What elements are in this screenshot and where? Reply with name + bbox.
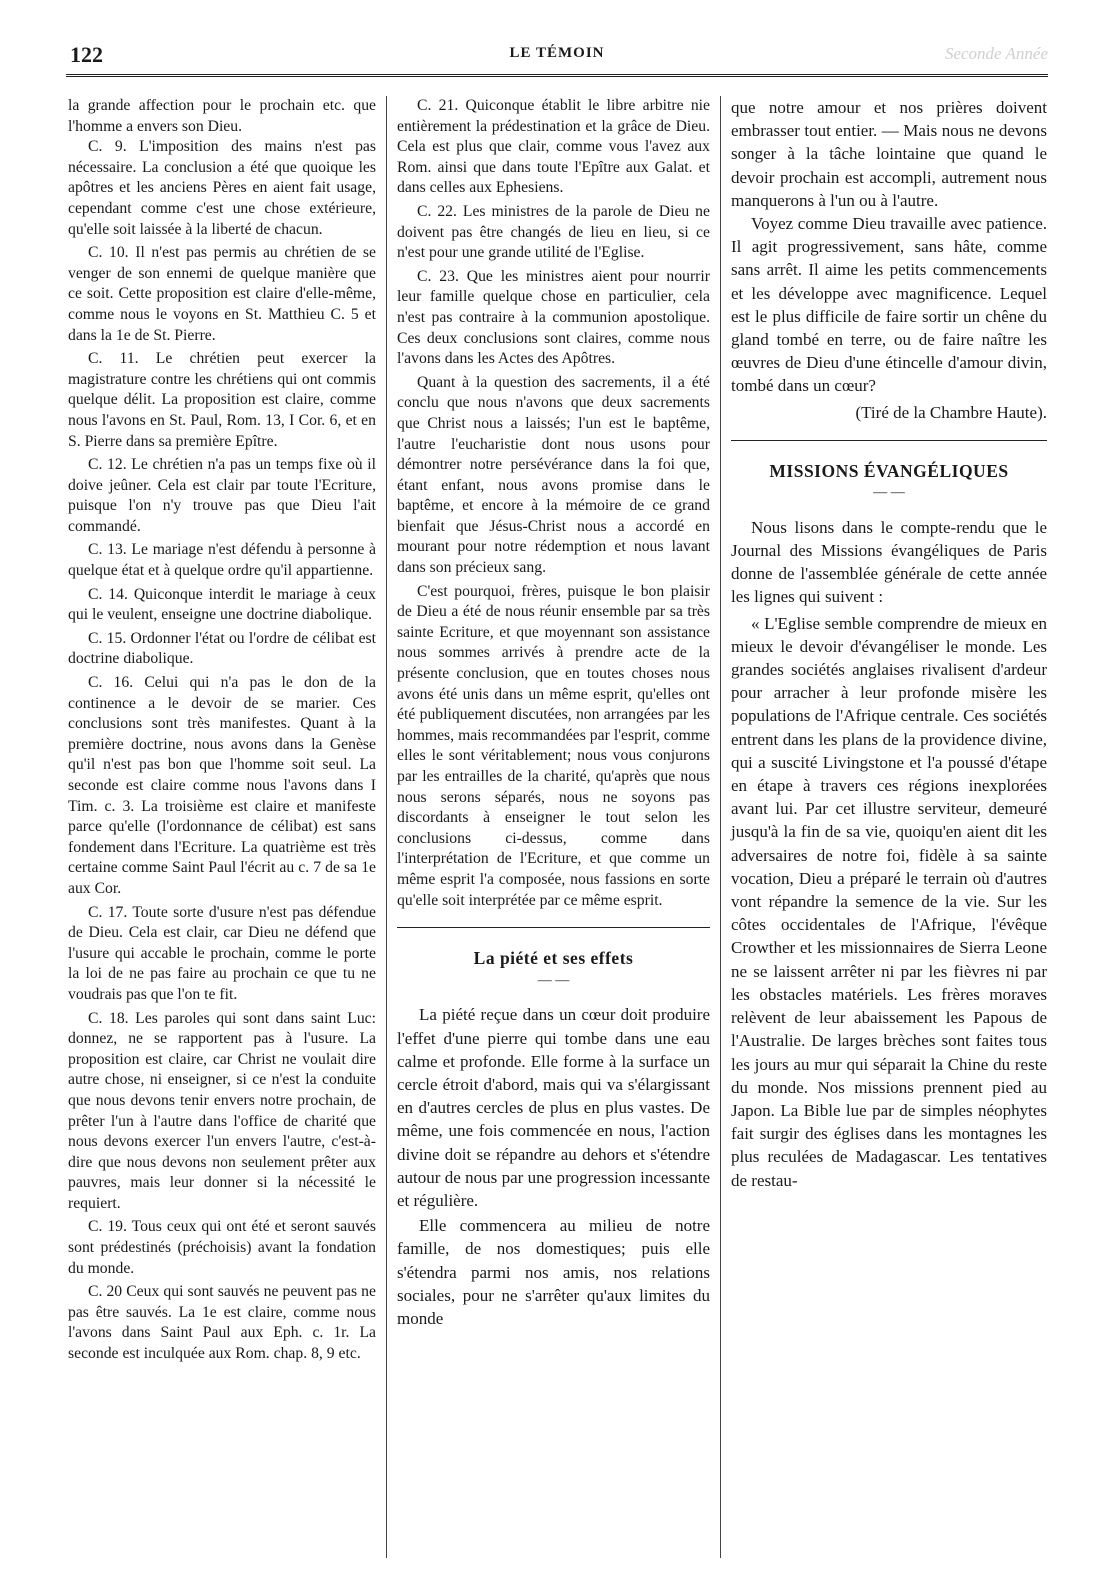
header-rule xyxy=(66,74,1048,77)
paragraph: C. 15. Ordonner l'état ou l'ordre de célibat est doctrine diabolique. xyxy=(68,629,376,668)
paragraph: C. 20 Ceux qui sont sauvés ne peuvent pas ne pas être sauvés. La 1e est claire, comme nous l'avons dans Saint Paul aux Eph. c. 1r. La seconde est inculquée aux Rom. chap. 8, 9 etc. xyxy=(68,1283,376,1363)
column-divider-2 xyxy=(720,96,721,1558)
paragraph: « L'Eglise semble comprendre de mieux en mieux le devoir d'évangéliser le monde. Les grandes sociétés anglaises rivalisent d'ardeur pour arracher à leur profonde misère les populations de l'Afrique centrale. Ces sociétés entrent dans les plans de la providence divine, qui a suscité Livingstone et l'a poussé d'étape en étape à travers ces régions inexplorées avant lui. Par cet illustre serviteur, demeuré jusqu'à la fin de sa vie, quoiqu'en aient dit les adversaires de notre foi, fidèle à sa sainte vocation, Dieu a préparé le terrain où d'autres vont répandre la semence de la vie. Sur les côtes occidentales de l'Afrique, l'évêque Crowther et les missionnaires de Sierra Leone ne se laissent arrêter ni par les fièvres ni par les obstacles matériels. Les frères moraves relèvent de leur abaissement les Papous de l'Australie. De larges brèches sont faites tous les jours au mur qui séparait la Chine du reste du monde. Nos missions prennent pied au Japon. La Bible lue par de simples néophytes fait surgir des églises dans les montagnes les plus reculées de Madagascar. Les tentatives de restau- xyxy=(731,613,1047,1190)
column-2 xyxy=(397,96,710,1332)
paragraph: C. 19. Tous ceux qui ont été et seront sauvés sont prédestinés (préchoisis) avant la fondation du monde. xyxy=(68,1218,376,1277)
column-3 xyxy=(731,96,1047,1195)
paragraph: Nous lisons dans le compte-rendu que le Journal des Missions évangéliques de Paris donne de l'assemblée générale de cette année les lignes qui suivent : xyxy=(731,517,1047,607)
attribution: (Tiré de la Chambre Haute). xyxy=(855,402,1047,422)
paragraph: La piété reçue dans un cœur doit produire l'effet d'une pierre qui tombe dans une eau calme et profonde. Elle forme à la surface un cercle étroit d'abord, mais qui va s'élargissant en d'autres cercles de plus en plus vastes. De même, une fois commencée en nous, l'action divine doit se répandre au dehors et s'étendre autour de nous par une progression incessante et régulière. xyxy=(397,1005,710,1210)
paragraph: C. 18. Les paroles qui sont dans saint Luc: donnez, ne se rapportent pas à l'usure. La proposition est claire, car Christ ne voulait dire autre chose, ni enseigner, si ce n'est la conduite que nous devons tenir envers notre prochain, de prêter l'un à l'autre dans l'office de charité que nous devons exercer l'un envers l'autre, c'est-à-dire que nous devons non seulement prêter aux pauvres, mais leur donner si la nécessité le requiert. xyxy=(68,1009,376,1212)
paragraph: C'est pourquoi, frères, puisque le bon plaisir de Dieu a été de nous réunir ensemble par sa très sainte Ecriture, et que moyennant son assistance nous sommes arrivés à prendre acte de la présente conclusion, que en toutes choses nous avons été unis dans un même esprit, qu'elles ont été publiquement discutées, non arrangées par les hommes, mais recommandées par l'esprit, comme elles le sont véritablement; nous vous conjurons par les entrailles de la charité, qu'après que nous nous serons séparés, nous ne soyons pas discordants à enseigner le tout selon les conclusions ci-dessus, comme dans l'interprétation de l'Ecriture, et que comme un même esprit l'a composée, nous fassions en sorte qu'elle soit interprétée par ce même esprit. xyxy=(397,582,710,909)
journal-title: LE TÉMOIN xyxy=(509,45,605,61)
paragraph: C. 13. Le mariage n'est défendu à personne à quelque état et à quelque ordre qu'il appartienne. xyxy=(68,541,376,580)
section-rule xyxy=(397,927,710,928)
paragraph: Voyez comme Dieu travaille avec patience. Il agit progressivement, sans hâte, comme sans arrêt. Il aime les petits commencements et les développe avec magnificence. Lequel est le plus difficile de faire sortir un chêne du gland tombé en terre, ou de faire naître les œuvres de Dieu d'une étincelle d'amour divin, tombé dans un cœur? xyxy=(731,214,1047,396)
paragraph: Quant à la question des sacrements, il a été conclu que nous n'avons que deux sacrements que Christ nous a laissés; l'un est le baptême, l'autre l'eucharistie dont nous usons pour démontrer notre persévérance dans la foi que, étant enfant, nous avons promise dans le baptême, et encore à la mémoire de ce grand bienfait que Jésus-Christ nous a accordé en mourant pour notre rédemption et nous lavant dans son précieux sang. xyxy=(397,373,710,577)
page-number: 122 xyxy=(70,42,103,67)
column-divider-1 xyxy=(386,96,387,1558)
paragraph: C. 22. Les ministres de la parole de Dieu ne doivent pas être changés de lieu en lieu, si ce n'est pour une grande utilité de l'Eglise. xyxy=(397,202,710,262)
paragraph: C. 12. Le chrétien n'a pas un temps fixe où il doive jeûner. Cela est clair par toute l'Ecriture, puisque l'on n'y trouve pas que Dieu l'ait commandé. xyxy=(68,456,376,535)
section-rule xyxy=(731,440,1047,441)
bleed-through-text: Seconde Année xyxy=(944,44,1048,63)
paragraph: Elle commencera au milieu de notre famille, de nos domestiques; puis elle s'étendra parmi nos amis, nos relations sociales, pour ne s'arrêter qu'aux limites du monde xyxy=(397,1216,710,1328)
heading-ornament: — — xyxy=(537,972,570,988)
column-1 xyxy=(68,96,376,1368)
page-header xyxy=(66,36,1048,72)
paragraph: que notre amour et nos prières doivent embrasser tout entier. — Mais nous ne devons songer à la tâche lointaine que quand le devoir prochain est accompli, autrement nous manquerons à l'un ou à l'autre. xyxy=(731,98,1047,210)
paragraph: C. 16. Celui qui n'a pas le don de la continence a le devoir de se marier. Ces conclusions sont très manifestes. Quant à la première doctrine, nous avons dans la Genèse qu'il n'est pas bon que l'homme soit seul. La seconde est claire comme nous l'avons dans I Tim. c. 3. La troisième est claire et manifeste parce qu'elle (l'ordonnance de célibat) est sans fondement dans l'Ecriture. La quatrième est très certaine comme Saint Paul l'écrit au c. 7 de sa 1e aux Cor. xyxy=(68,674,376,897)
article-heading: La piété et ses effets xyxy=(473,948,634,969)
paragraph: C. 14. Quiconque interdit le mariage à ceux qui le veulent, enseigne une doctrine diabolique. xyxy=(68,585,376,624)
section-heading: MISSIONS ÉVANGÉLIQUES xyxy=(769,460,1009,481)
paragraph: la grande affection pour le prochain etc. que l'homme a envers son Dieu. xyxy=(68,97,376,135)
heading-ornament: — — xyxy=(873,485,905,501)
paragraph: C. 9. L'imposition des mains n'est pas nécessaire. La conclusion a été que quoique les apôtres et les anciens Pères en aient fait usage, cependant comme c'est une chose extérieure, qu'elle soit laissée à la liberté de chacun. xyxy=(68,138,376,238)
paragraph: C. 23. Que les ministres aient pour nourrir leur famille quelque chose en particulier, cela n'est pas contraire à la communion apostolique. Ces deux conclusions sont claires, comme nous l'avons dans les Actes des Apôtres. xyxy=(397,267,710,368)
paragraph: C. 11. Le chrétien peut exercer la magistrature contre les chrétiens qui ont commis quelque délit. La proposition est claire, comme nous l'avons en St. Paul, Rom. 13, I Cor. 6, et en S. Pierre dans sa première Epître. xyxy=(68,350,376,450)
paragraph: C. 10. Il n'est pas permis au chrétien de se venger de son ennemi de quelque manière que ce soit. Cette proposition est claire d'elle-même, comme nous le voyons en St. Matthieu C. 5 et dans la 1e de St. Pierre. xyxy=(68,244,376,344)
paragraph: C. 21. Quiconque établit le libre arbitre nie entièrement la prédestination et la grâce de Dieu. Cela est plus que clair, comme vous l'avez aux Rom. ainsi que dans toute l'Epître aux Galat. et dans celles aux Ephesiens. xyxy=(397,97,710,197)
paragraph: C. 17. Toute sorte d'usure n'est pas défendue de Dieu. Cela est clair, car Dieu ne défend que l'usure qui accable le prochain, comme le porte la loi de ne pas faire au prochain ce que tu ne voudrais pas que l'on te fit. xyxy=(68,903,376,1003)
